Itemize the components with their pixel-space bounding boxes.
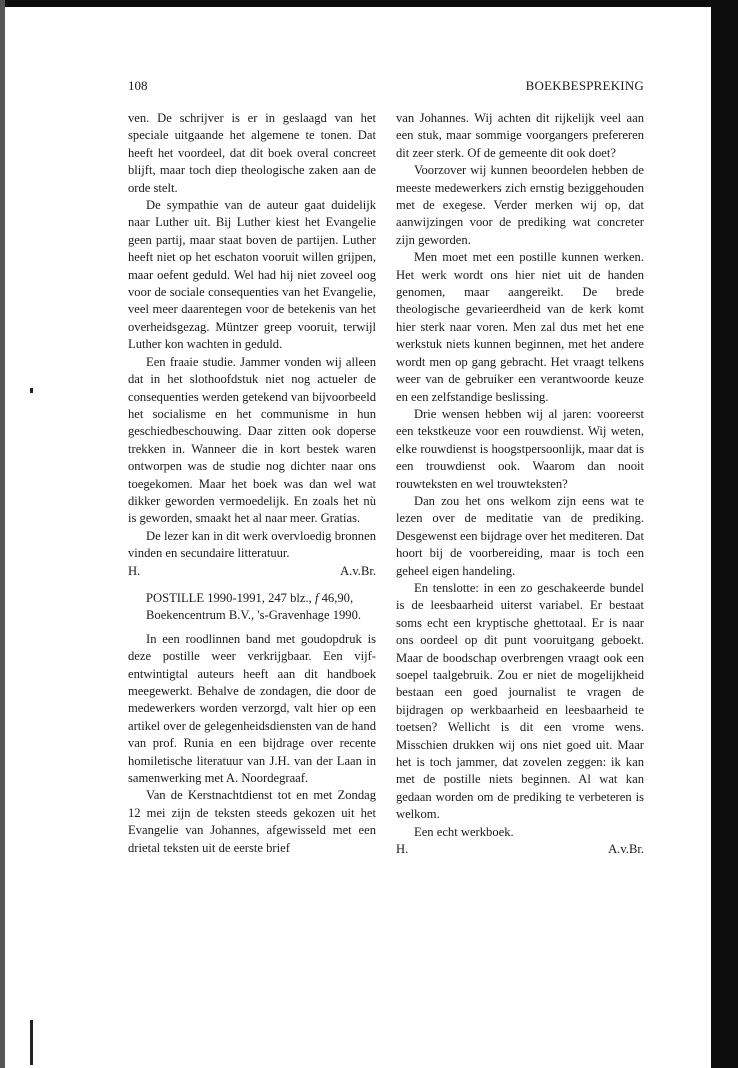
scan-border-left xyxy=(0,0,5,1068)
review-heading-price-symbol: f xyxy=(314,590,319,605)
paragraph: Van de Kerstnachtdienst tot en met Zondag 12 mei zijn de teksten steeds gekozen uit het Evangelie van Johannes, afgewisseld met een drietal teksten uit de eerste brief xyxy=(128,788,376,855)
running-head: BOEKBESPREKING xyxy=(525,78,644,93)
review-signature xyxy=(396,841,644,858)
right-column xyxy=(396,110,644,858)
paragraph: Dan zou het ons welkom zijn eens wat te lezen over de meditatie van de prediking. Desgewenst een bijdrage over het mediteren. Dat hoort bij de voorbereiding, maar is toch een geheel eigen handeling. xyxy=(396,493,644,578)
paragraph: Drie wensen hebben wij al jaren: vooreerst een tekstkeuze voor een rouwdienst. Wij weten, elke rouwdienst is hoogstpersoonlijk, maar dat is een trouwdienst ook. Waarom dan nooit rouwteksten en wel trouwteksten? xyxy=(396,406,644,491)
scan-border-right xyxy=(711,0,738,1068)
review-heading xyxy=(128,590,376,625)
paragraph: Een echt werkboek. xyxy=(414,824,514,839)
page-number: 108 xyxy=(128,78,148,93)
paragraph: En tenslotte: in een zo geschakeerde bundel is de leesbaarheid uiterst variabel. Er bestaat soms echt een kryptische ghettotaal. Er is naar ons oordeel op dit punt vooruitgang geboekt. Maar de boodschap overbrengen vraagt ook een soepel taalgebruik. Zou er niet de mogelijkheid bestaan een goed journalist te vragen de bijdragen op werkbaarheid en leesbaarheid te toetsen? Wellicht is dit een vrome wens. Misschien drukken wij ons niet goed uit. Maar het is toch jammer, dat zovelen zeggen: ik kan met de postille niets beginnen. Al wat kan gedaan worden om de prediking te verbeteren is welkom. xyxy=(396,580,644,822)
signature-author: A.v.Br. xyxy=(340,563,376,578)
paragraph: De sympathie van de auteur gaat duidelijk naar Luther uit. Bij Luther kiest het Evangelie geen partij, maar staat boven de partijen. Luther heeft niet op het eschaton vooruit willen grijpen, maar oefent geduld. Wel had hij niet zoveel oog voor de sociale consequenties van het Evangelie, veel meer daarentegen voor de betekenis van het overheidsgezag. Müntzer greep vooruit, terwijl Luther kon wachten in geduld. xyxy=(128,198,376,352)
page-header xyxy=(128,78,644,98)
paragraph: Voorzover wij kunnen beoordelen hebben de meeste medewerkers zich ernstig beziggehouden met de exegese. Verder merken wij op, dat aanwijzingen voor de prediking wat concreter zijn geworden. xyxy=(396,163,644,247)
signature-initial: H. xyxy=(128,563,141,578)
paragraph: Men moet met een postille kunnen werken. Het werk wordt ons hier niet uit de handen genomen, maar aangereikt. De brede theologische gevarieerdheid van de kerk komt hier sterk naar voren. Men zal dus met het ene werkstuk niets kunnen beginnen, met het andere wordt men op gang gebracht. Het vraagt telkens weer van de gebruiker een verantwoorde keuze en een zelfstandige beslissing. xyxy=(396,250,644,404)
paragraph: ven. De schrijver is er in geslaagd van het speciale uitgaande het algemene te tonen. Dat heeft het voordeel, dat dit boek overal concreet blijft, maar toch diep theologische zaken aan de orde stelt. xyxy=(128,111,376,195)
review-signature xyxy=(128,563,376,580)
scan-mark xyxy=(30,388,33,393)
signature-initial: H. xyxy=(396,842,409,857)
review-heading-title: POSTILLE 1990-1991, 247 blz., xyxy=(146,590,315,605)
review-heading-rest: 46,90, Boekencentrum B.V., 's-Gravenhage 1990. xyxy=(146,590,362,623)
scan-border-top xyxy=(0,0,738,7)
paragraph: De lezer kan in dit werk overvloedig bronnen vinden en secundaire litteratuur. xyxy=(128,528,376,561)
signature-author: A.v.Br. xyxy=(608,842,644,857)
left-column xyxy=(128,110,376,857)
paragraph: In een roodlinnen band met goudopdruk is deze postille weer verkrijgbaar. Een vijfentwintigtal auteurs heeft aan dit handboek meegewerkt. Behalve de zondagen, die door de medewerkers worden verzorgd, valt hier op een artikel over de gelegenheidsdiensten van de hand van prof. Runia en een bijdrage over recente homiletische literatuur van J.H. van der Laan in samenwerking met A. Noordegraaf. xyxy=(128,631,376,786)
paragraph: Een fraaie studie. Jammer vonden wij alleen dat in het slothoofdstuk niet nog actueler de consequenties werden getekend van bijvoorbeeld het socialisme en het communisme in hun geschiedbeschouwing. Daar zitten ook doperse trekken in. Wanneer die in kort bestek waren ontworpen was de studie nog dichter naar ons toegekomen. Maar het boek was dan wel wat dikker geworden vermoedelijk. En zoals het nù is geworden, smaakt het al naar meer. Gratias. xyxy=(128,354,376,526)
scan-mark xyxy=(30,1020,33,1065)
paragraph: van Johannes. Wij achten dit rijkelijk veel aan een stuk, maar sommige voorgangers prefereren dit zeer sterk. Of de gemeente dit ook doet? xyxy=(396,111,644,160)
